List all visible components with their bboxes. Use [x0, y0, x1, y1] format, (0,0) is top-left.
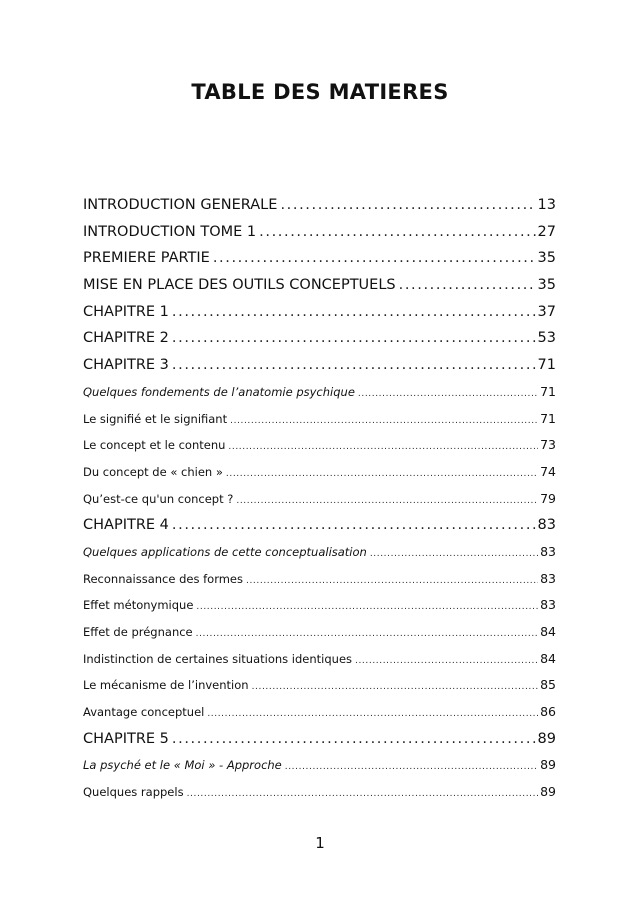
- dot-leader: [259, 219, 535, 246]
- toc-entry-label: CHAPITRE 4: [83, 517, 169, 534]
- dot-leader: [196, 594, 538, 621]
- toc-entry-label: Du concept de « chien »: [83, 464, 223, 479]
- toc-entry-page: 84: [540, 650, 556, 666]
- toc-entry-page: 35: [537, 277, 556, 294]
- toc-entry-label: CHAPITRE 2: [83, 330, 169, 347]
- dot-leader: [196, 621, 538, 648]
- dot-leader: [228, 434, 538, 461]
- toc-entry-page: 84: [540, 624, 556, 639]
- toc-entry-label: Le concept et le contenu: [83, 438, 226, 453]
- toc-entry-concept-chien[interactable]: [83, 459, 556, 486]
- dot-leader: [399, 272, 536, 299]
- toc-entry-label: MISE EN PLACE DES OUTILS CONCEPTUELS: [83, 277, 396, 294]
- dot-leader: [213, 245, 536, 272]
- dot-leader: [280, 192, 535, 219]
- dot-leader: [172, 512, 536, 539]
- dot-leader: [172, 325, 536, 352]
- toc-entry-label: Reconnaissance des formes: [83, 571, 244, 586]
- dot-leader: [285, 754, 538, 781]
- toc-entry-label: Quelques rappels: [83, 785, 184, 800]
- toc-entry-chapitre-5[interactable]: [83, 726, 556, 753]
- toc-entry-page: 73: [540, 437, 556, 453]
- toc-entry-label: INTRODUCTION TOME 1: [83, 223, 257, 240]
- toc-entry-label: Avantage conceptuel: [83, 705, 205, 720]
- toc-entry-page: 13: [537, 197, 556, 213]
- dot-leader: [172, 299, 536, 326]
- dot-leader: [226, 461, 538, 488]
- toc-entry-page: 79: [540, 490, 556, 506]
- toc-entry-fondements-anatomie[interactable]: [83, 379, 556, 406]
- toc-entry-label: La psyché et le « Moi » - Approche: [83, 758, 282, 773]
- toc-entry-page: 37: [537, 303, 556, 320]
- toc-entry-label: INTRODUCTION GENERALE: [83, 197, 278, 213]
- toc-entry-page: 71: [537, 357, 556, 374]
- toc-entry-page: 89: [540, 784, 556, 800]
- dot-leader: [355, 648, 538, 675]
- dot-leader: [230, 408, 538, 435]
- toc-entry-page: 86: [540, 704, 556, 720]
- toc-entry-page: 85: [540, 677, 556, 693]
- dot-leader: [370, 541, 538, 568]
- toc-entry-label: Le signifié et le signifiant: [83, 411, 228, 426]
- toc-entry-premiere-partie[interactable]: [83, 245, 556, 272]
- toc-entry-page: 71: [540, 383, 556, 399]
- toc-entry-label: Indistinction de certaines situations identiques: [83, 651, 353, 666]
- toc-entry-applications-conceptualisation[interactable]: [83, 539, 556, 566]
- dot-leader: [236, 488, 538, 515]
- toc-entry-label: PREMIERE PARTIE: [83, 250, 210, 267]
- toc-entry-page: 89: [540, 757, 556, 773]
- toc-entry-page: 83: [540, 570, 556, 586]
- toc-entry-quest-ce-concept[interactable]: [83, 486, 556, 513]
- toc-entry-label: CHAPITRE 5: [83, 730, 169, 747]
- toc-entry-label: Le mécanisme de l’invention: [83, 678, 249, 693]
- toc-entry-signifie-signifiant[interactable]: [83, 406, 556, 433]
- toc-entry-page: 83: [540, 597, 556, 613]
- toc-entry-chapitre-2[interactable]: [83, 325, 556, 352]
- dot-leader: [358, 381, 538, 408]
- table-of-contents: [83, 192, 556, 806]
- toc-entry-introduction-generale[interactable]: [83, 192, 556, 219]
- toc-entry-chapitre-1[interactable]: [83, 299, 556, 326]
- toc-entry-page: 53: [537, 330, 556, 347]
- dot-leader: [187, 781, 539, 808]
- toc-entry-page: 35: [537, 250, 556, 267]
- toc-entry-mecanisme-invention[interactable]: [83, 672, 556, 699]
- toc-entry-effet-pregnance[interactable]: [83, 619, 556, 646]
- toc-entry-label: Qu’est-ce qu'un concept ?: [83, 491, 234, 506]
- toc-entry-introduction-tome-1[interactable]: [83, 219, 556, 246]
- toc-entry-quelques-rappels[interactable]: [83, 779, 556, 806]
- toc-entry-label: Effet de prégnance: [83, 625, 193, 639]
- toc-entry-label: Effet métonymique: [83, 598, 194, 613]
- toc-entry-indistinction-situations[interactable]: [83, 646, 556, 673]
- toc-entry-page: 89: [537, 730, 556, 747]
- dot-leader: [172, 352, 536, 379]
- toc-entry-effet-metonymique[interactable]: [83, 592, 556, 619]
- toc-entry-reconnaissance-formes[interactable]: [83, 566, 556, 593]
- toc-entry-chapitre-4[interactable]: [83, 512, 556, 539]
- toc-entry-concept-contenu[interactable]: [83, 432, 556, 459]
- toc-entry-label: CHAPITRE 1: [83, 303, 169, 320]
- dot-leader: [207, 701, 538, 728]
- toc-entry-page: 74: [540, 463, 556, 479]
- toc-entry-label: Quelques applications de cette conceptualisation: [83, 544, 367, 559]
- toc-entry-mise-en-place[interactable]: [83, 272, 556, 299]
- toc-entry-page: 83: [537, 517, 556, 534]
- dot-leader: [246, 568, 538, 595]
- toc-entry-psyche-moi[interactable]: [83, 752, 556, 779]
- toc-entry-avantage-conceptuel[interactable]: [83, 699, 556, 726]
- toc-entry-label: Quelques fondements de l’anatomie psychique: [83, 384, 355, 399]
- page-number: 1: [315, 834, 325, 852]
- toc-entry-page: 71: [540, 410, 556, 426]
- page-title: TABLE DES MATIERES: [191, 80, 449, 104]
- toc-entry-page: 27: [537, 223, 556, 240]
- dot-leader: [172, 726, 536, 753]
- toc-entry-chapitre-3[interactable]: [83, 352, 556, 379]
- toc-entry-label: CHAPITRE 3: [83, 357, 169, 374]
- dot-leader: [252, 674, 539, 701]
- toc-entry-page: 83: [540, 543, 556, 559]
